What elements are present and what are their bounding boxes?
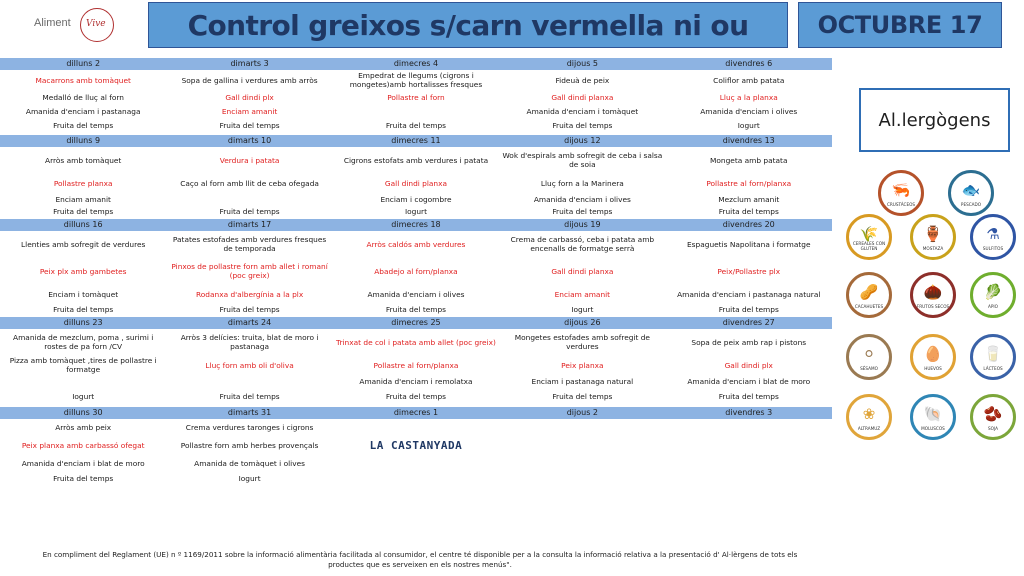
day-header: divendres 13 [722, 136, 775, 145]
allergen-label: MOLUSCOS [921, 426, 945, 431]
meal-cell [499, 435, 665, 455]
meal-cell [499, 471, 665, 485]
meal-cell: Iogurt [238, 473, 261, 483]
allergen-glyph: 🌾 [859, 225, 879, 243]
meal-cell: Peix/Pollastre plx [717, 266, 781, 276]
meal-row [0, 285, 832, 303]
meal-row [0, 355, 832, 375]
meal-cell: Abadejo al forn/planxa [374, 266, 458, 276]
meal-cell: Iogurt [72, 391, 95, 401]
allergen-label: SULFITOS [982, 246, 1004, 251]
brand-logo [32, 8, 112, 44]
day-header: dijous 2 [566, 408, 599, 417]
meal-cell: Enciam i pastanaga natural [531, 376, 634, 386]
apio-icon [970, 272, 1016, 318]
sulfitos-icon [970, 214, 1016, 260]
meal-cell: Fruita del temps [552, 206, 613, 216]
mostaza-icon [910, 214, 956, 260]
day-header: dilluns 9 [66, 136, 101, 145]
allergen-glyph: 🐚 [923, 405, 943, 423]
meal-cell: Arròs amb peix [55, 422, 112, 432]
meal-cell [666, 455, 832, 471]
meal-cell: LA CASTANYADA [369, 438, 463, 452]
meal-cell [333, 419, 499, 435]
meal-cell: Amanida d'enciam i olives [700, 106, 798, 116]
allergen-title: Al.lergògens [878, 109, 991, 131]
meal-cell: Sopa de gallina i verdures amb arròs [181, 75, 318, 85]
meal-row [0, 471, 832, 485]
week-header [0, 58, 832, 70]
meal-cell: Fruita del temps [718, 206, 779, 216]
legal-footer: En compliment del Reglament (UE) n º 1169/2011 sobre la informació alimentària facilitada al consumidor, el centre té disponible per a la consulta la informació relativa a la presentació d' Al·lèrgens de tots els productes que es serveixen en els nostres menús". [42, 550, 798, 569]
day-header: dilluns 23 [63, 318, 103, 327]
allergen-label: LÁCTEOS [983, 366, 1003, 371]
allergen-glyph: 🥬 [983, 283, 1003, 301]
meal-cell: Lluç forn a la Marinera [540, 178, 624, 188]
meal-cell: Gall dindi plx [724, 360, 773, 370]
allergen-glyph: 🫘 [983, 405, 1003, 423]
title-banner [148, 2, 788, 48]
meal-cell: Fruita del temps [552, 121, 613, 130]
allergen-label: ALTRAMUZ [857, 426, 881, 431]
meal-row [0, 173, 832, 193]
meal-cell: Fruita del temps [385, 391, 447, 401]
lacteos-icon [970, 334, 1016, 380]
meal-cell: Fruita del temps [718, 391, 779, 401]
crustaceos-icon [878, 170, 924, 216]
meal-cell: Fruita del temps [219, 304, 280, 314]
allergen-glyph: 🐟 [961, 181, 981, 199]
meal-cell: Crema verdures taronges i cigrons [185, 422, 314, 432]
allergen-label: SÉSAMO [860, 366, 878, 371]
meal-cell: Fruita del temps [552, 391, 613, 401]
day-header: divendres 6 [725, 59, 773, 68]
meal-cell: Iogurt [571, 304, 594, 314]
meal-cell: Amanida d'enciam i olives [533, 194, 631, 204]
meal-row [0, 231, 832, 257]
allergen-panel-title [859, 88, 1010, 152]
meal-row [0, 329, 832, 355]
day-header: divendres 20 [722, 220, 775, 229]
day-header: dimecres 18 [391, 220, 441, 229]
meal-cell: Arròs amb tomàquet [45, 155, 122, 165]
meal-cell: Enciam amanit [55, 194, 111, 204]
day-header: dilluns 2 [66, 59, 101, 68]
sesamo-icon [846, 334, 892, 380]
allergen-glyph: 🦐 [891, 181, 911, 199]
allergen-label: MOSTAZA [922, 246, 944, 251]
meal-cell: Enciam amanit [221, 106, 278, 116]
meal-cell: Arròs caldós amb verdures [366, 239, 466, 249]
meal-row [0, 375, 832, 387]
meal-cell: Fruita del temps [219, 391, 280, 401]
day-header: dimarts 31 [227, 408, 272, 417]
meal-cell: Fruita del temps [718, 304, 779, 314]
month-title: OCTUBRE 17 [817, 11, 983, 39]
meal-cell: Macarrons amb tomàquet [35, 75, 131, 85]
meal-row [0, 147, 832, 173]
allergen-glyph: 🏺 [923, 225, 943, 243]
meal-cell: Amanida d'enciam i blat de moro [21, 458, 145, 468]
meal-cell: Llenties amb sofregit de verdures [21, 239, 146, 249]
meal-cell: Trinxat de col i patata amb allet (poc greix) [336, 337, 496, 347]
pescado-icon [948, 170, 994, 216]
meal-cell: Medalló de lluç al forn [42, 92, 124, 102]
meal-cell: Patates estofades amb verdures fresques de temporada [172, 235, 327, 253]
day-header: dimarts 24 [227, 318, 272, 327]
meal-cell: Pollastre forn amb herbes provençals [180, 440, 319, 450]
cacahuetes-icon [846, 272, 892, 318]
meal-cell: Caço al forn amb llit de ceba ofegada [180, 178, 319, 188]
meal-cell: Peix planxa [561, 360, 604, 370]
meal-cell: Fruita del temps [385, 304, 447, 314]
day-header: dimecres 1 [393, 408, 439, 417]
meal-cell: Arròs 3 delícies: truita, blat de moro i pastanaga [180, 333, 319, 351]
meal-cell: Lluç a la planxa [719, 92, 778, 102]
week-block [0, 407, 832, 485]
allergen-label: HUEVOS [924, 366, 942, 371]
meal-cell: Pollastre planxa [53, 178, 113, 188]
meal-cell: Mongeta amb patata [710, 155, 788, 165]
meal-cell: Mezclum amanit [718, 194, 780, 204]
day-header: dimecres 25 [391, 318, 441, 327]
meal-cell: Fruita del temps [385, 121, 447, 130]
meal-cell: Verdura i patata [219, 155, 280, 165]
week-block [0, 219, 832, 315]
meal-cell: Pinxos de pollastre forn amb allet i romaní (poc greix) [171, 262, 328, 280]
meal-row [0, 419, 832, 435]
meal-cell: Gall dindi planxa [384, 178, 448, 188]
meal-cell: Amanida d'enciam i tomàquet [526, 106, 639, 116]
meal-row [0, 455, 832, 471]
day-header: dijous 12 [564, 136, 601, 145]
meal-cell: Pizza amb tomàquet ,tires de pollastre i formatge [9, 356, 157, 374]
meal-cell: Amanida de tomàquet i olives [194, 458, 305, 468]
meal-cell [166, 375, 332, 387]
meal-cell: Mongetes estofades amb sofregit de verdures [514, 333, 650, 351]
meal-cell: Peix planxa amb carbassó ofegat [21, 440, 145, 450]
meal-cell [666, 435, 832, 455]
allergen-label: APIO [988, 304, 998, 309]
meal-cell: Fideuà de peix [555, 75, 610, 85]
meal-cell [166, 193, 332, 205]
meal-cell [0, 375, 166, 387]
menu-table [0, 58, 832, 485]
meal-cell: Espaguetis Napolitana i formatge [687, 239, 811, 249]
day-header: dimarts 3 [230, 59, 269, 68]
logo-tag: Vive [86, 19, 106, 29]
meal-cell: Fruita del temps [219, 121, 280, 130]
week-header [0, 135, 832, 147]
allergen-glyph: 🥜 [859, 283, 879, 301]
day-header: dilluns 30 [63, 408, 103, 417]
allergen-label: CRUSTÁCEOS [886, 202, 916, 207]
day-header: dimarts 17 [227, 220, 272, 229]
day-header: dimecres 4 [393, 59, 439, 68]
meal-cell: Enciam i cogombre [380, 194, 452, 204]
page-title: Control greixos s/carn vermella ni ou [187, 8, 749, 42]
day-header: divendres 27 [722, 318, 775, 327]
meal-cell: Sopa de peix amb rap i pistons [691, 337, 807, 347]
meal-cell: Amanida d'enciam i pastanaga [25, 106, 141, 116]
meal-cell: Fruita del temps [53, 473, 114, 483]
meal-cell: Gall dindi planxa [551, 92, 614, 102]
meal-cell: Peix plx amb gambetes [39, 266, 127, 276]
day-header: dijous 5 [566, 59, 599, 68]
moluscos-icon [910, 394, 956, 440]
meal-cell: Amanida d'enciam i olives [367, 289, 465, 299]
week-block [0, 58, 832, 133]
meal-cell: Coliflor amb patata [713, 75, 785, 85]
day-header: dijous 19 [564, 220, 601, 229]
meal-cell [333, 104, 499, 118]
week-block [0, 135, 832, 217]
allergen-label: CEREALES CON GLUTEN [852, 241, 886, 251]
allergen-glyph: ❀ [862, 405, 876, 423]
meal-cell: Enciam i tomàquet [48, 289, 119, 299]
allergen-label: CACAHUETES [854, 304, 884, 309]
altramuz-icon [846, 394, 892, 440]
day-header: dilluns 16 [63, 220, 103, 229]
meal-cell [333, 471, 499, 485]
allergen-label: PESCADO [960, 202, 982, 207]
meal-row [0, 118, 832, 133]
allergen-glyph: ⚗ [986, 225, 1000, 243]
meal-cell: Cigrons estofats amb verdures i patata [343, 155, 489, 165]
allergen-glyph: 🌰 [923, 283, 943, 301]
meal-cell: Fruita del temps [53, 121, 114, 130]
allergen-label: SOJA [988, 426, 998, 431]
meal-cell: Empedrat de llegums (cigrons i mongetes)amb hortalisses fresques [349, 71, 483, 89]
meal-cell [499, 419, 665, 435]
meal-row [0, 70, 832, 90]
meal-cell: Wok d'espirals amb sofregit de ceba i salsa de soia [502, 151, 663, 169]
meal-cell: Gall dindi planxa [551, 266, 614, 276]
allergen-label: FRUTOS SECOS [916, 304, 950, 309]
day-header: divendres 3 [725, 408, 773, 417]
month-banner [798, 2, 1002, 48]
meal-row [0, 90, 832, 104]
meal-cell: Crema de carbassó, ceba i patata amb encenalls de formatge serrà [510, 235, 655, 253]
meal-row [0, 257, 832, 285]
meal-row [0, 435, 832, 455]
week-header [0, 407, 832, 419]
meal-row [0, 303, 832, 315]
meal-cell [333, 455, 499, 471]
meal-cell [666, 471, 832, 485]
meal-cell: Fruita del temps [53, 304, 114, 314]
meal-cell: Rodanxa d'albergínia a la plx [195, 289, 304, 299]
meal-row [0, 193, 832, 205]
meal-cell: Gall dindi plx [225, 92, 274, 102]
meal-cell: Pollastre al forn/planxa [706, 178, 792, 188]
meal-row [0, 104, 832, 118]
day-header: dijous 26 [564, 318, 601, 327]
meal-cell: Fruita del temps [219, 206, 280, 216]
meal-cell: Amanida d'enciam i blat de moro [687, 376, 811, 386]
meal-cell [499, 455, 665, 471]
week-block [0, 317, 832, 405]
logo-text: Aliment [34, 17, 71, 29]
allergen-glyph: ⚪ [862, 345, 876, 363]
soja-icon [970, 394, 1016, 440]
week-header [0, 219, 832, 231]
meal-cell: Iogurt [737, 121, 760, 130]
meal-cell: Amanida d'enciam i remolatxa [359, 376, 473, 386]
meal-row [0, 205, 832, 217]
meal-cell: Fruita del temps [53, 206, 114, 216]
frutos-secos-icon [910, 272, 956, 318]
day-header: dimarts 10 [227, 136, 272, 145]
meal-cell: Pollastre al forn/planxa [373, 360, 459, 370]
meal-cell: Lluç forn amb oli d'oliva [205, 360, 294, 370]
cereales-icon [846, 214, 892, 260]
huevos-icon [910, 334, 956, 380]
meal-cell [666, 419, 832, 435]
allergen-icons-grid [840, 164, 1024, 454]
week-header [0, 317, 832, 329]
day-header: dimecres 11 [391, 136, 441, 145]
allergen-glyph: 🥚 [923, 345, 943, 363]
meal-cell: Amanida d'enciam i pastanaga natural [677, 289, 821, 299]
meal-cell: Pollastre al forn [387, 92, 445, 102]
meal-cell: Iogurt [404, 206, 427, 216]
allergen-glyph: 🥛 [983, 345, 1003, 363]
meal-row [0, 387, 832, 405]
meal-cell: Amanida de mezclum, poma , surimi i rostes de pa forn /CV [13, 333, 154, 351]
meal-cell: Enciam amanit [554, 289, 611, 299]
